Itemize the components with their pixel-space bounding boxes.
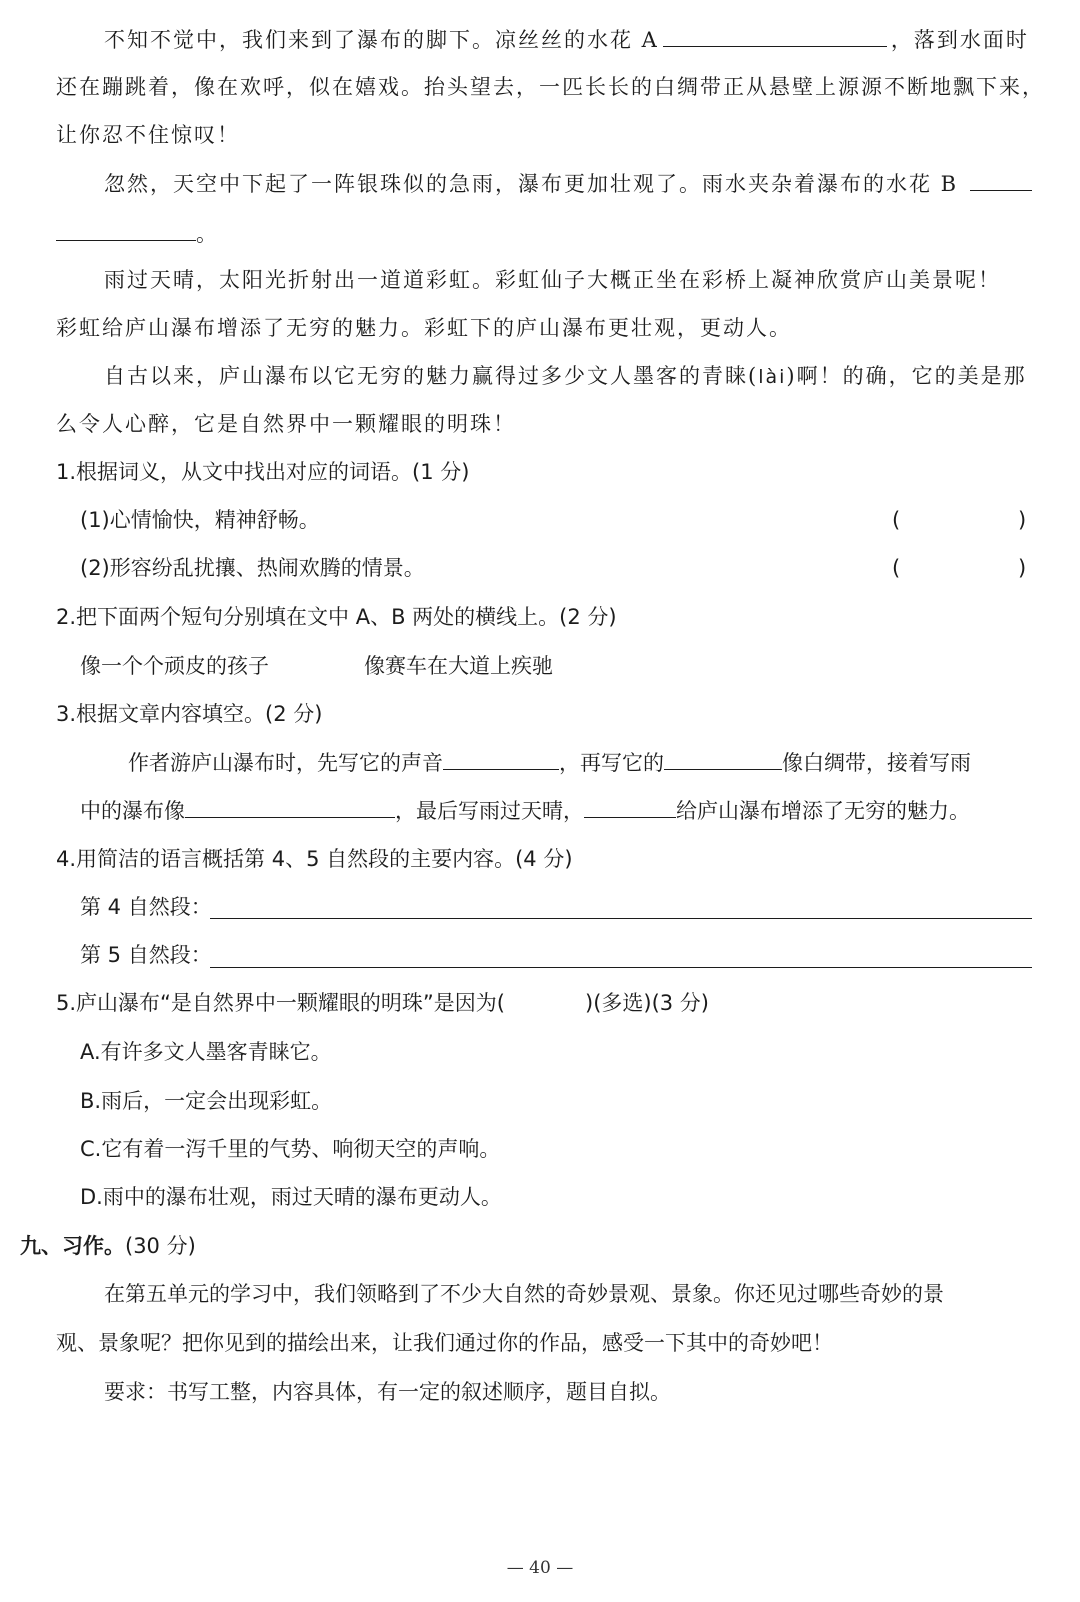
passage-p1-line3: 让你忍不住惊叹！ — [56, 123, 240, 147]
answer-paren-open: ( — [892, 508, 901, 532]
question-2-title: 2.把下面两个短句分别填在文中 A、B 两处的横线上。(2 分) — [56, 605, 617, 629]
blank-shape[interactable] — [664, 747, 782, 770]
passage-text: 自古以来，庐山瀑布以它无穷的魅力赢得过多少文人墨客的青睐( — [104, 364, 759, 388]
question-5-option-b[interactable]: B.雨后，一定会出现彩虹。 — [80, 1089, 333, 1113]
passage-text: )啊！的确，它的美是那 — [786, 364, 1027, 388]
passage-text: 忽然，天空中下起了一阵银珠似的急雨，瀑布更加壮观了。雨水夹杂着瀑布的水花 B — [104, 172, 959, 196]
question-5-option-c[interactable]: C.它有着一泻千里的气势、响彻天空的声响。 — [80, 1137, 501, 1161]
blank-a[interactable] — [663, 24, 887, 47]
question-2-sentence-1: 像一个个顽皮的孩子 — [80, 654, 269, 678]
question-1-item-1: (1)心情愉快，精神舒畅。 — [80, 508, 320, 532]
blank-b-start[interactable] — [970, 168, 1032, 191]
blank-b-end[interactable] — [56, 218, 196, 241]
blank-sound[interactable] — [443, 747, 559, 770]
passage-p4-line2: 么令人心醉，它是自然界中一颗耀眼的明珠！ — [56, 412, 516, 436]
answer-paren-open: ( — [892, 556, 901, 580]
passage-p1-line1 — [104, 24, 1029, 54]
blank-rain-waterfall[interactable] — [185, 795, 395, 818]
passage-p3-line2: 彩虹给庐山瀑布增添了无穷的魅力。彩虹下的庐山瀑布更壮观，更动人。 — [56, 316, 792, 340]
answer-paren-close: ) — [1018, 556, 1027, 580]
question-text: )(多选)(3 分) — [585, 991, 710, 1015]
passage-p2-line2 — [56, 218, 219, 248]
question-5-option-d[interactable]: D.雨中的瀑布壮观，雨过天晴的瀑布更动人。 — [80, 1185, 502, 1209]
question-text: ，最后写雨过天晴， — [395, 799, 584, 823]
composition-line1: 在第五单元的学习中，我们领略到了不少大自然的奇妙景观、景象。你还见过哪些奇妙的景 — [104, 1282, 944, 1306]
composition-requirement: 要求：书写工整，内容具体，有一定的叙述顺序，题目自拟。 — [104, 1380, 671, 1404]
blank-rainbow[interactable] — [584, 795, 676, 818]
question-5-title — [56, 988, 709, 1018]
question-5-option-a[interactable]: A.有许多文人墨客青睐它。 — [80, 1040, 332, 1064]
composition-title: 九、习作。 — [20, 1234, 125, 1258]
question-text: 中的瀑布像 — [80, 799, 185, 823]
question-3-line2 — [80, 795, 970, 825]
question-text: 5.庐山瀑布“是自然界中一颗耀眼的明珠”是因为( — [56, 991, 505, 1015]
page-number: — 40 — — [506, 1558, 574, 1578]
question-3-title: 3.根据文章内容填空。(2 分) — [56, 702, 323, 726]
composition-line2: 观、景象呢？把你见到的描绘出来，让我们通过你的作品，感受一下其中的奇妙吧！ — [56, 1331, 833, 1355]
composition-score: (30 分) — [125, 1234, 196, 1258]
passage-text: 不知不觉中，我们来到了瀑布的脚下。凉丝丝的水花 A — [104, 28, 659, 52]
question-text: 给庐山瀑布增添了无穷的魅力。 — [676, 799, 970, 823]
question-1-item-2: (2)形容纷乱扰攘、热闹欢腾的情景。 — [80, 556, 425, 580]
question-text: 作者游庐山瀑布时，先写它的声音 — [128, 751, 443, 775]
question-3-line1 — [128, 747, 971, 777]
question-text: ，再写它的 — [559, 751, 664, 775]
passage-text: ，落到水面时 — [890, 28, 1029, 52]
pinyin: lài — [758, 366, 787, 388]
passage-p2-line1 — [104, 168, 1032, 198]
question-1-title: 1.根据词义，从文中找出对应的词语。(1 分) — [56, 460, 470, 484]
question-4-para-5-label: 第 5 自然段： — [80, 943, 212, 967]
question-4-title: 4.用简洁的语言概括第 4、5 自然段的主要内容。(4 分) — [56, 847, 573, 871]
question-4-para-4-label: 第 4 自然段： — [80, 895, 212, 919]
passage-p4-line1 — [104, 361, 1027, 391]
passage-p1-line2: 还在蹦跳着，像在欢呼，似在嬉戏。抬头望去，一匹长长的白绸带正从悬壁上源源不断地飘下来， — [56, 75, 1045, 99]
question-2-sentence-2: 像赛车在大道上疾驰 — [364, 654, 553, 678]
composition-heading — [20, 1231, 196, 1261]
answer-line-para-4[interactable] — [210, 918, 1032, 919]
passage-p3-line1: 雨过天晴，太阳光折射出一道道彩虹。彩虹仙子大概正坐在彩桥上凝神欣赏庐山美景呢！ — [104, 268, 1001, 292]
answer-paren-close: ) — [1018, 508, 1027, 532]
answer-line-para-5[interactable] — [210, 967, 1032, 968]
passage-text: 。 — [196, 222, 219, 246]
question-text: 像白绸带，接着写雨 — [782, 751, 971, 775]
